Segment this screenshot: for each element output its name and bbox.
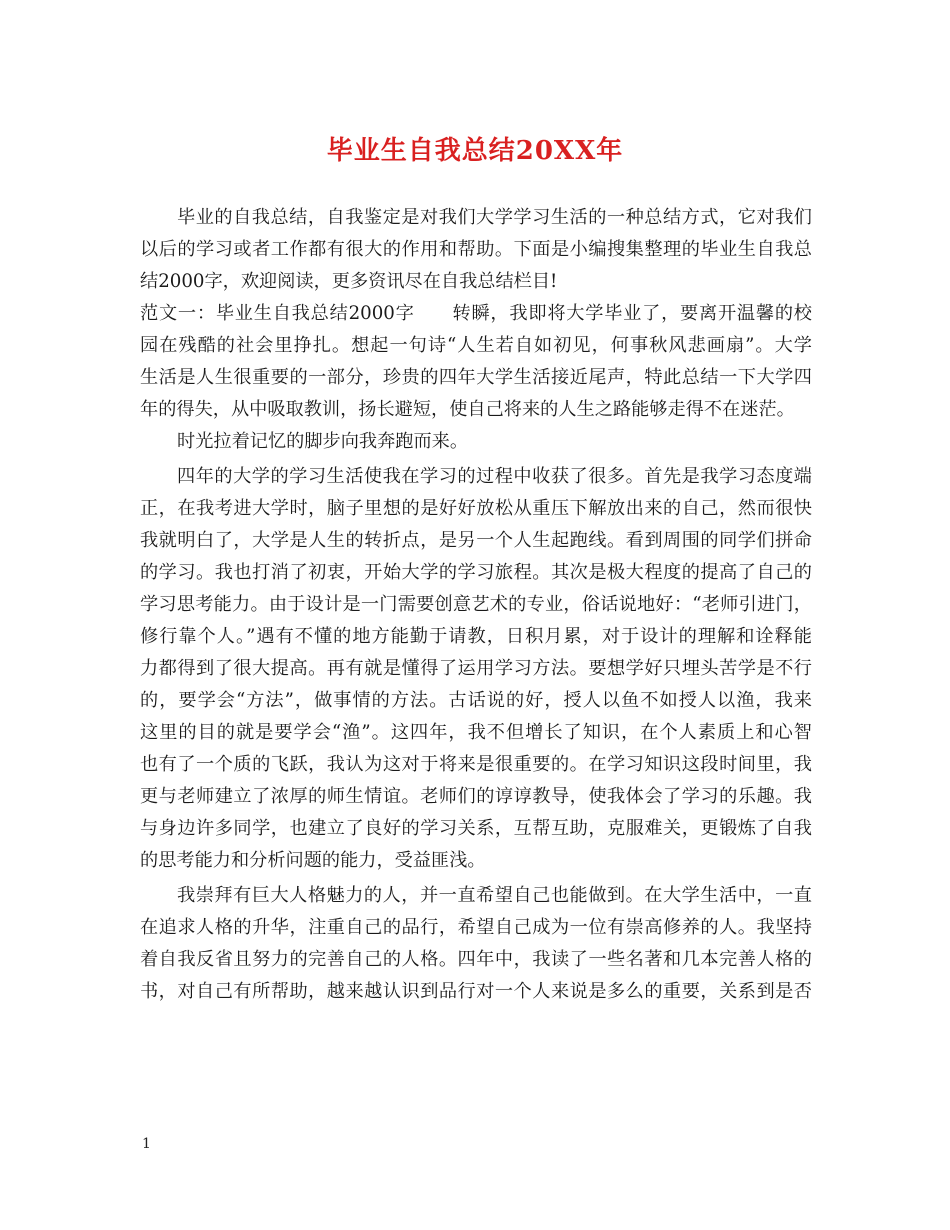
- text-line: 的学习。我也打消了初衷，开始大学的学习旅程。其次是极大程度的提高了自己的: [140, 562, 812, 583]
- text-line: 我崇拜有巨大人格魅力的人，并一直希望自己也能做到。在大学生活中，一直: [177, 885, 812, 906]
- text-line: 与身边许多同学，也建立了良好的学习关系，互帮互助，克服难关，更锻炼了自我: [140, 818, 812, 839]
- text-line: 年的得失，从中吸取教训，扬长避短，使自己将来的人生之路能够走得不在迷茫。: [140, 399, 795, 420]
- text-line: 正，在我考进大学时，脑子里想的是好好放松从重压下解放出来的自己，然而很快: [140, 498, 812, 519]
- text-line: 的，要学会“方法”，做事情的方法。古话说的好，授人以鱼不如授人以渔，我来: [140, 690, 812, 711]
- text-line: 学习思考能力。由于设计是一门需要创意艺术的专业，俗话说地好：“老师引进门，: [140, 594, 812, 615]
- document-body: [140, 202, 812, 1008]
- text-line: 以后的学习或者工作都有很大的作用和帮助。下面是小编搜集整理的毕业生自我总: [140, 239, 812, 260]
- text-line: 在追求人格的升华，注重自己的品行，希望自己成为一位有崇高修养的人。我坚持: [140, 917, 812, 938]
- text-line: 这里的目的就是要学会“渔”。这四年，我不但增长了知识，在个人素质上和心智: [140, 722, 812, 743]
- text-line: 结2000字，欢迎阅读，更多资讯尽在自我总结栏目!: [140, 271, 558, 292]
- text-line: 更与老师建立了浓厚的师生情谊。老师们的谆谆教导，使我体会了学习的乐趣。我: [140, 786, 812, 807]
- text-line: 时光拉着记忆的脚步向我奔跑而来。: [177, 431, 469, 452]
- text-line: 生活是人生很重要的一部分，珍贵的四年大学生活接近尾声，特此总结一下大学四: [140, 367, 812, 388]
- text-line: 也有了一个质的飞跃，我认为这对于将来是很重要的。在学习知识这段时间里，我: [140, 754, 812, 775]
- text-line: 着自我反省且努力的完善自己的人格。四年中，我读了一些名著和几本完善人格的: [140, 949, 812, 970]
- text-line: 毕业的自我总结，自我鉴定是对我们大学学习生活的一种总结方式，它对我们: [177, 207, 812, 228]
- text-line: 力都得到了很大提高。再有就是懂得了运用学习方法。要想学好只埋头苦学是不行: [140, 658, 812, 679]
- text-line: 修行靠个人。”遇有不懂的地方能勤于请教，日积月累，对于设计的理解和诠释能: [140, 626, 812, 647]
- text-line: 四年的大学的学习生活使我在学习的过程中收获了很多。首先是我学习态度端: [177, 466, 812, 487]
- text-line: 的思考能力和分析问题的能力，受益匪浅。: [140, 850, 486, 871]
- page-number: 1: [142, 1136, 151, 1152]
- document-title: 毕业生自我总结20XX年: [326, 136, 624, 166]
- text-line: 范文一：毕业生自我总结2000字 转瞬，我即将大学毕业了，要离开温馨的校: [140, 303, 812, 324]
- text-line: 我就明白了，大学是人生的转折点，是另一个人生起跑线。看到周围的同学们拼命: [140, 530, 812, 551]
- text-line: 园在残酷的社会里挣扎。想起一句诗“人生若自如初见，何事秋风悲画扇”。大学: [140, 335, 812, 356]
- text-line: 书，对自己有所帮助，越来越认识到品行对一个人来说是多么的重要，关系到是否: [140, 981, 812, 1002]
